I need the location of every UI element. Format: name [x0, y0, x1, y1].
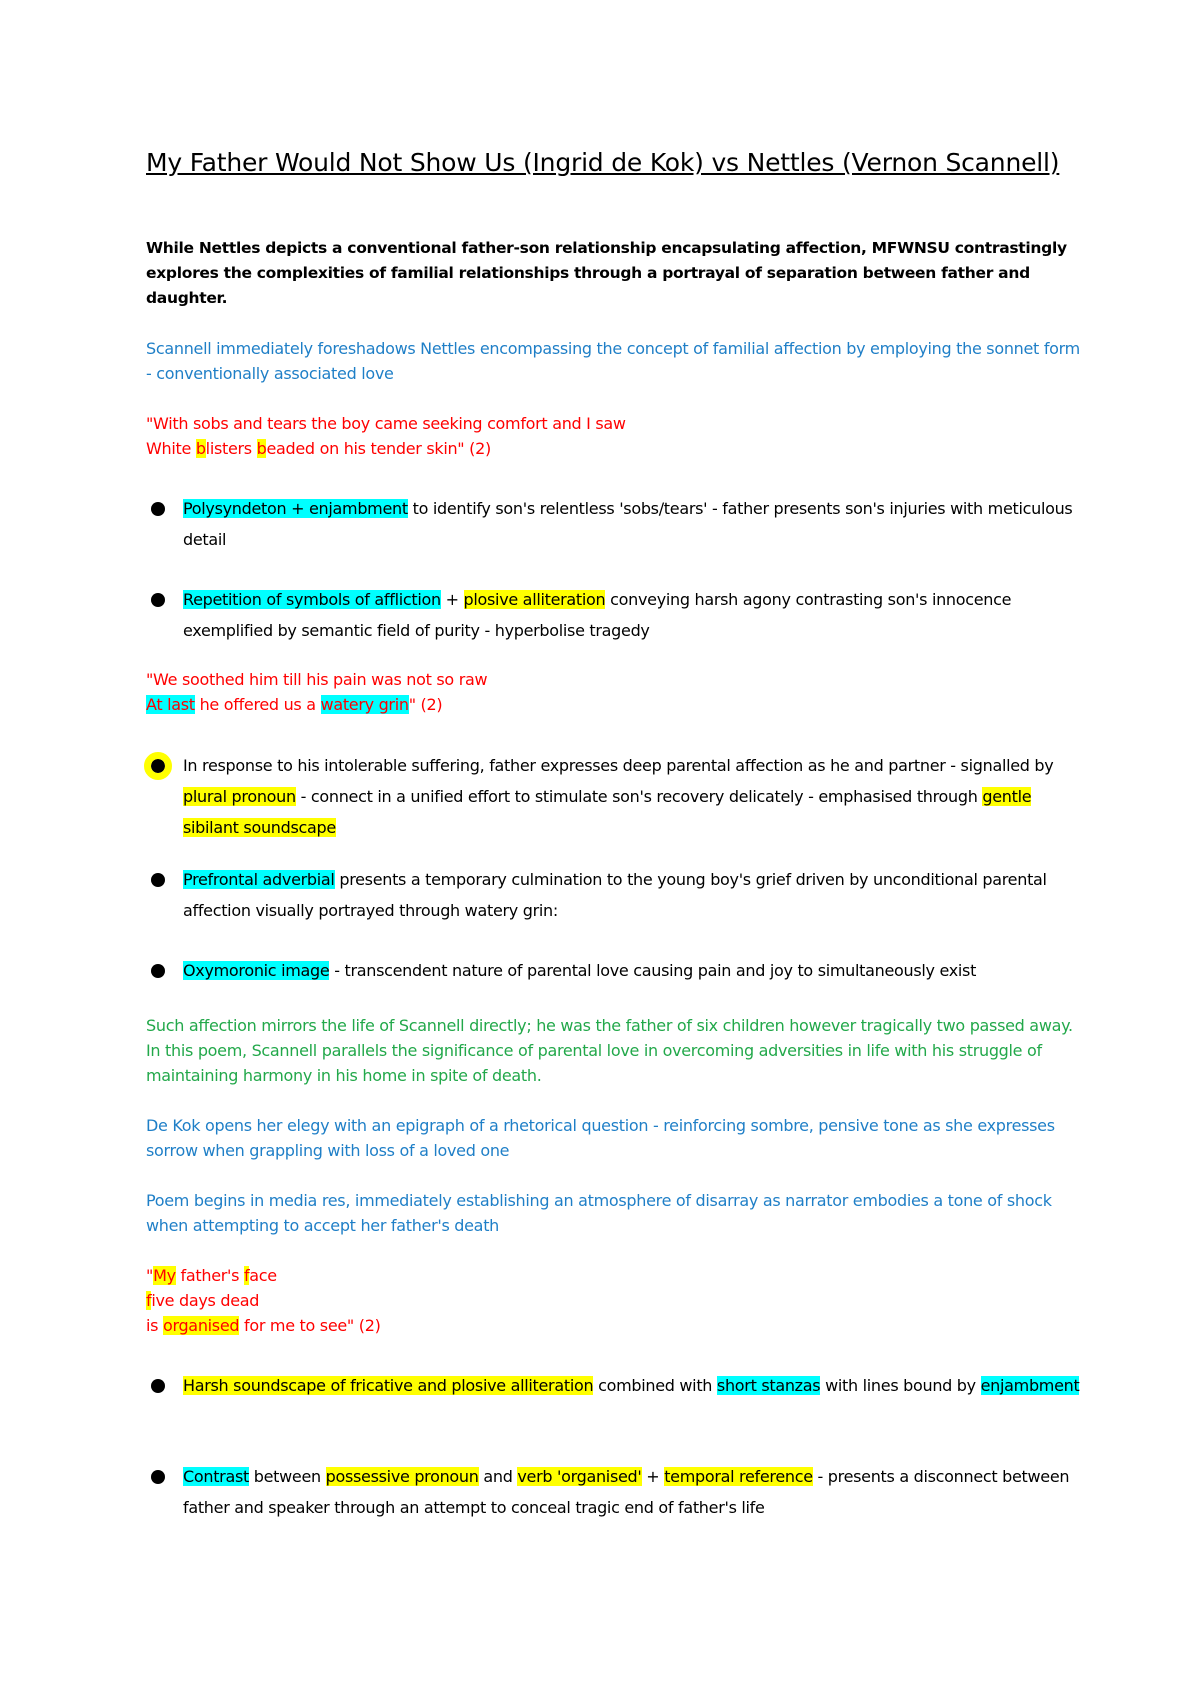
- bullet-icon: [151, 873, 165, 887]
- highlight: plosive alliteration: [463, 590, 606, 609]
- dekok-opening-paragraph: Poem begins in media res, immediately establishing an atmosphere of disarray as narrator embodies a tone of shock when attempting to accept her father's death: [146, 1191, 1052, 1235]
- highlight: enjambment: [980, 1376, 1080, 1395]
- highlight: Harsh soundscape of fricative and plosive alliteration: [183, 1376, 594, 1395]
- highlight: Oxymoronic image: [183, 961, 330, 980]
- highlight: plural pronoun: [183, 787, 296, 806]
- intro-paragraph: Scannell immediately foreshadows Nettles encompassing the concept of familial affection by employing the sonnet form - conventionally associated love: [146, 339, 1080, 383]
- bullet-item: Contrast between possessive pronoun and verb 'organised' + temporal reference - presents a disconnect between father and speaker through an attempt to conceal tragic end of father's life: [183, 1467, 1070, 1517]
- highlight: b: [195, 439, 206, 458]
- dekok-intro-paragraph: De Kok opens her elegy with an epigraph of a rhetorical question - reinforcing sombre, pensive tone as she expresses sorrow when grappling with loss of a loved one: [146, 1116, 1055, 1160]
- bullet-icon: [151, 1379, 165, 1393]
- highlight: At last: [146, 695, 195, 714]
- bullet-icon: [151, 964, 165, 978]
- highlight: verb 'organised': [517, 1467, 642, 1486]
- highlight: watery grin: [320, 695, 409, 714]
- bullet-item: Harsh soundscape of fricative and plosive alliteration combined with short stanzas with lines bound by enjambment: [183, 1376, 1080, 1395]
- highlight: f: [243, 1266, 250, 1285]
- page-title: My Father Would Not Show Us (Ingrid de Kok) vs Nettles (Vernon Scannell): [146, 148, 1060, 177]
- highlight: gentle sibilant soundscape: [183, 787, 1032, 837]
- quote-line: "My father's face: [146, 1266, 277, 1285]
- context-paragraph: Such affection mirrors the life of Scannell directly; he was the father of six children however tragically two passed away. In this poem, Scannell parallels the significance of parental love in overcoming adversities in life with his struggle of maintaining harmony in his home in spite of death.: [146, 1016, 1073, 1085]
- quote-nettles-1: [146, 411, 1081, 461]
- bullet-icon: [151, 593, 165, 607]
- quote-mfwnsu: [146, 1263, 1081, 1338]
- highlight: temporal reference: [664, 1467, 813, 1486]
- thesis-paragraph: While Nettles depicts a conventional father-son relationship encapsulating affection, MFWNSU contrastingly explores the complexities of familial relationships through a portrayal of separation between father and daughter.: [146, 239, 1067, 307]
- highlight: f: [146, 1291, 152, 1310]
- highlight: organised: [162, 1316, 240, 1335]
- bullet-icon: [151, 1470, 165, 1484]
- quote-line: "We soothed him till his pain was not so raw: [146, 670, 488, 689]
- bullet-item: Polysyndeton + enjambment to identify son's relentless 'sobs/tears' - father presents son's injuries with meticulous detail: [183, 499, 1073, 549]
- quote-nettles-2: [146, 667, 1081, 717]
- quote-line: White blisters beaded on his tender skin" (2): [146, 439, 491, 458]
- highlight: Repetition of symbols of affliction: [183, 590, 441, 609]
- highlight: Prefrontal adverbial: [183, 870, 335, 889]
- highlight: b: [256, 439, 267, 458]
- quote-line: "With sobs and tears the boy came seeking comfort and I saw: [146, 414, 626, 433]
- highlight: My: [153, 1266, 176, 1285]
- bullet-item: In response to his intolerable suffering, father expresses deep parental affection as he and partner - signalled by plural pronoun - connect in a unified effort to stimulate son's recovery delicately - emphasised through gentle sibilant soundscape: [183, 756, 1054, 837]
- highlight: possessive pronoun: [325, 1467, 479, 1486]
- bullet-icon: [151, 759, 165, 773]
- bullet-icon: [151, 502, 165, 516]
- bullet-item: Oxymoronic image - transcendent nature of parental love causing pain and joy to simultaneously exist: [183, 961, 977, 980]
- quote-line: At last he offered us a watery grin" (2): [146, 695, 443, 714]
- bullet-item: Repetition of symbols of affliction + plosive alliteration conveying harsh agony contrasting son's innocence exemplified by semantic field of purity - hyperbolise tragedy: [183, 590, 1012, 640]
- highlight: Contrast: [183, 1467, 249, 1486]
- highlight: short stanzas: [716, 1376, 821, 1395]
- quote-line: five days dead: [146, 1291, 260, 1310]
- quote-line: is organised for me to see" (2): [146, 1316, 381, 1335]
- bullet-item: Prefrontal adverbial presents a temporary culmination to the young boy's grief driven by unconditional parental affection visually portrayed through watery grin:: [183, 870, 1047, 920]
- highlight: Polysyndeton + enjambment: [183, 499, 408, 518]
